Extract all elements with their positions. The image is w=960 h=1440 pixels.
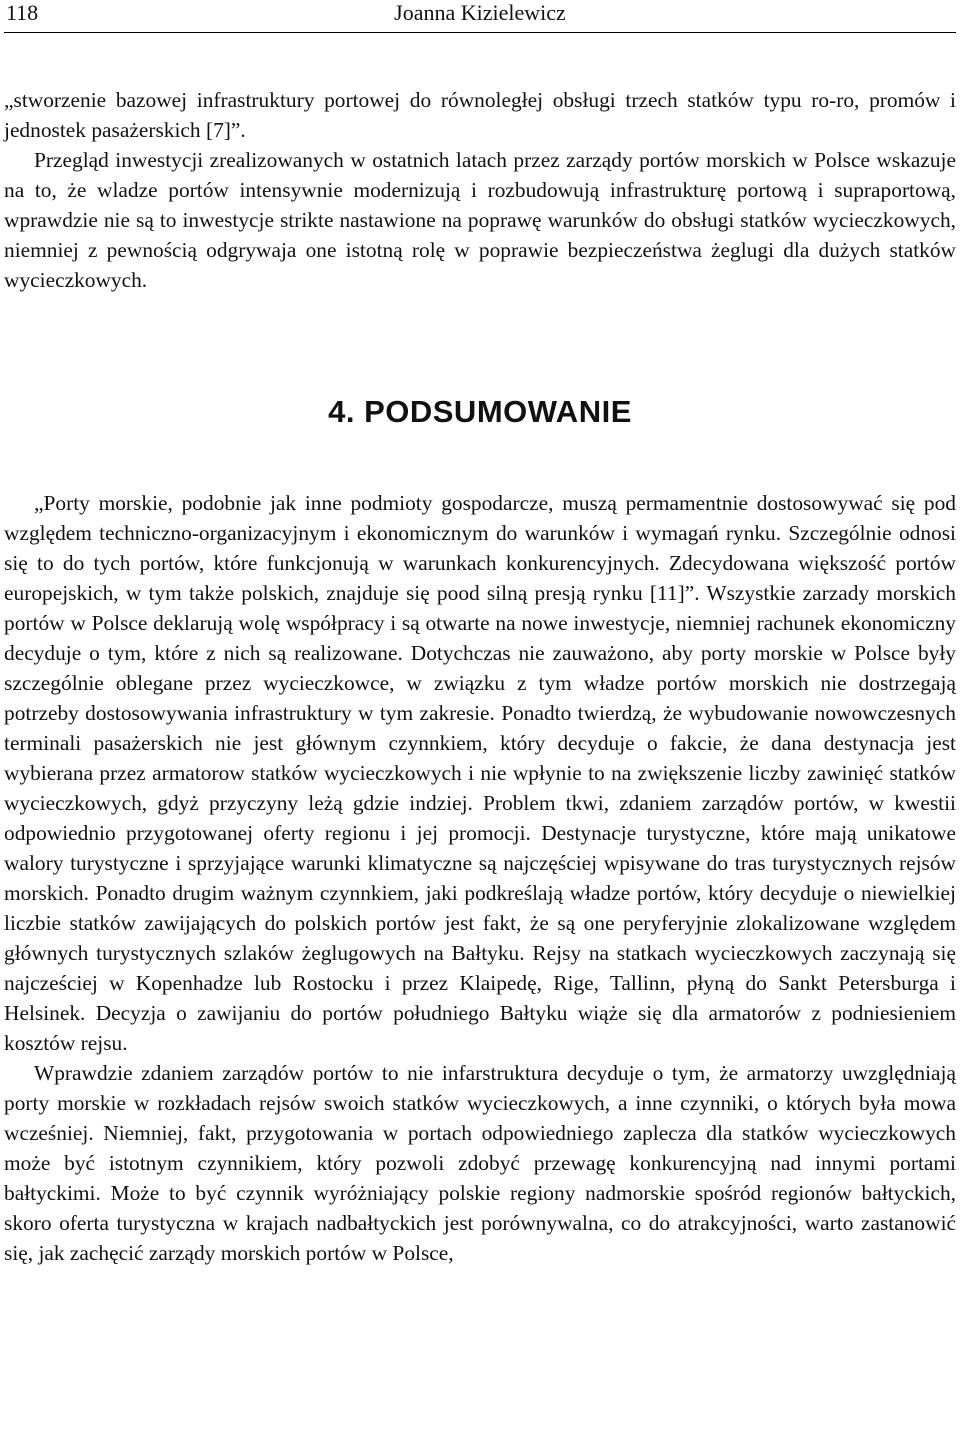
page-header (4, 0, 956, 33)
paragraph-summary-main: „Porty morskie, podobnie jak inne podmioty gospodarcze, muszą permamentnie dostosowywać się pod względem techniczno-organizacyjnym i ekonomicznym do warunków i wymagań rynku. Szczególnie odnosi się to do tych portów, które funkcjonują w warunkach konkurencyjnych. Zdecydowana większość portów europejskich, w tym także polskich, znajduje się pood silną presją rynku [11]”. Wszystkie zarzady morskich portów w Polsce deklarują wolę współpracy i są otwarte na nowe inwestycje, niemniej rachunek ekonomiczny decyduje o tym, które z nich są realizowane. Dotychczas nie zauważono, aby porty morskie w Polsce były szczególnie oblegane przez wycieczkowce, w związku z tym władze portów morskich nie dostrzegają potrzeby dostosowywania infrastruktury w tym zakresie. Ponadto twierdzą, że wybudowanie nowowczesnych terminali pasażerskich nie jest głównym czynnkiem, który decyduje o fakcie, że dana destynacja jest wybierana przez armatorow statków wycieczkowych i nie wpłynie to na zwiększenie liczby zawinięć statków wycieczkowych, gdyż przyczyny leżą gdzie indziej. Problem tkwi, zdaniem zarządów portów, w kwestii odpowiednio przygotowanej oferty regionu i jej promocji. Destynacje turystyczne, które mają unikatowe walory turystyczne i sprzyjające warunki klimatyczne są najczęściej wpisywane do tras turystycznych rejsów morskich. Ponadto drugim ważnym czynnkiem, jaki podkreślają władze portów, który decyduje o niewielkiej liczbie statków zawijających do polskich portów jest fakt, że są one peryferyjnie zlokalizowane względem głównych turystycznych szlaków żeglugowych na Bałtyku. Rejsy na statkach wycieczkowych zaczynają się najcześciej w Kopenhadze lub Rostocku i przez Klaipedę, Rige, Tallinn, płyną do Sankt Petersburga i Helsinek. Decyzja o zawijaniu do portów południego Bałtyku wiąże się dla armatorów z podniesieniem kosztów rejsu. (4, 491, 956, 1055)
page-number: 118 (6, 0, 39, 25)
section-spacer (4, 432, 956, 488)
paragraph-quote-continuation: „stworzenie bazowej infrastruktury portowej do równoległej obsługi trzech statków typu ro-ro, promów i jednostek pasażerskich [7]”. (4, 88, 956, 142)
paragraph-summary-conclusion: Wprawdzie zdaniem zarządów portów to nie infarstruktura decyduje o tym, że armatorzy uwzględniają porty morskie w rozkładach rejsów swoich statków wycieczkowych, a inne czynniki, o których była mowa wcześniej. Niemniej, fakt, przygotowania w portach odpowiedniego zaplecza dla statków wycieczkowych może być istotnym czynnikiem, który pozwoli zdobyć przewagę konkurencyjną nad innymi portami bałtyckimi. Może to być czynnik wyróżniający polskie regiony nadmorskie spośród regionów bałtyckich, skoro oferta turystyczna w krajach nadbałtyckich jest porównywalna, co do atrakcyjności, warto zastanowić się, jak zachęcić zarządy morskich portów w Polsce, (4, 1061, 956, 1265)
paragraph-investments-review: Przegląd inwestycji zrealizowanych w ostatnich latach przez zarządy portów morskich w Polsce wskazuje na to, że wladze portów intensywnie modernizują i rozbudowują infrastrukturę portową i supraportową, wprawdzie nie są to inwestycje strikte nastawione na poprawę warunków do obsługi statków wycieczkowych, niemniej z pewnością odgrywaja one istotną rolę w poprawie bezpieczeństwa żeglugi dla dużych statków wycieczkowych. (4, 148, 956, 292)
section-heading: 4. PODSUMOWANIE (328, 394, 632, 429)
section-spacer (4, 295, 956, 392)
page-body (4, 85, 956, 1268)
running-head-author: Joanna Kizielewicz (394, 0, 566, 25)
